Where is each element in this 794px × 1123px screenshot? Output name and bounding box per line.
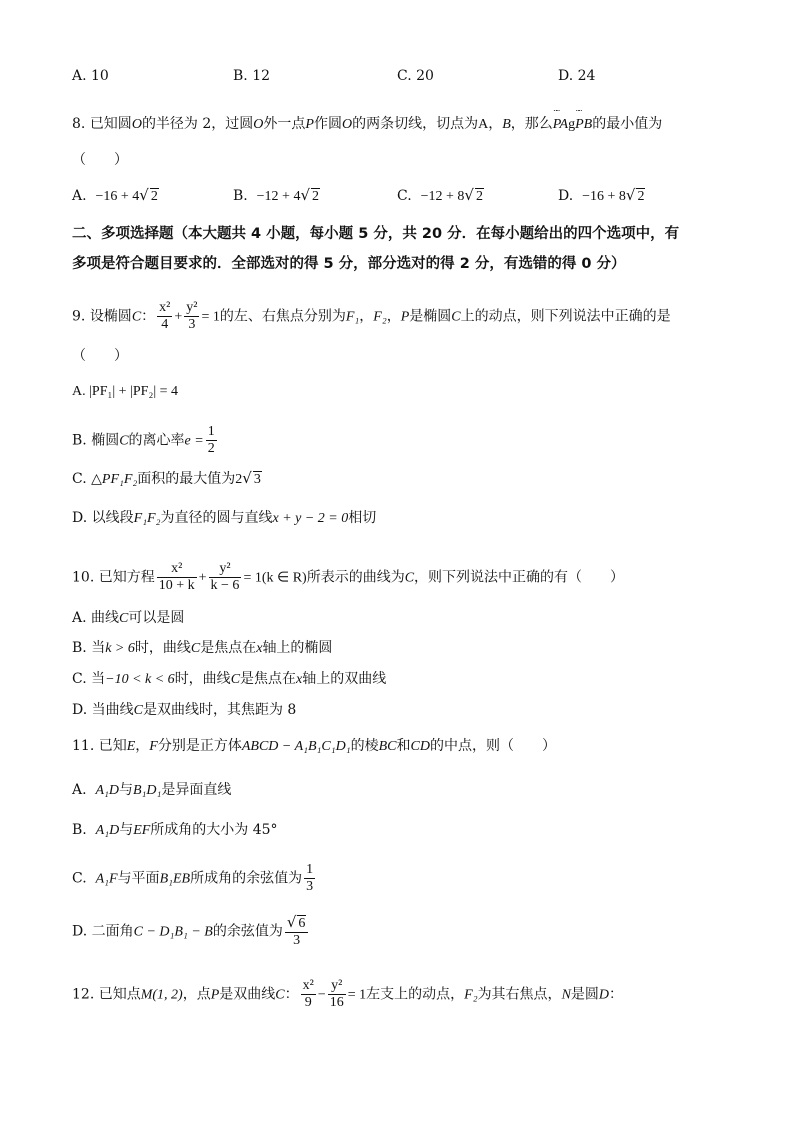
q9-text: 的左、右焦点分别为	[219, 308, 346, 325]
q9-text: 上的动点，则下列说法中正确的是	[460, 308, 671, 325]
q8-text: 作圆	[313, 116, 342, 132]
sqrt-arg: 2	[150, 189, 158, 204]
option-text: 与平面	[117, 870, 160, 887]
q12-var-c: C	[275, 987, 285, 1003]
q8-option-c	[397, 186, 484, 205]
option-text: 相切	[348, 510, 377, 526]
frac-den: 3	[306, 879, 314, 894]
sqrt-icon: √	[464, 186, 474, 204]
q8-option-a	[72, 186, 159, 205]
sqrt-icon: √	[286, 913, 297, 931]
q10-var-x: x	[256, 641, 263, 656]
option-text: A. 曲线	[72, 610, 120, 626]
frac-num: y²	[186, 300, 198, 315]
frac-den: 16	[329, 995, 344, 1010]
q10-var-c: C	[404, 570, 415, 586]
option-text: D. 二面角	[72, 923, 134, 940]
q9-line-eq: x + y − 2 = 0	[272, 511, 349, 526]
q12-point-m: M(1, 2)	[140, 987, 183, 1003]
q9-text: ：	[141, 308, 156, 325]
q11-option-a	[72, 780, 231, 801]
q10-op: +	[198, 570, 207, 586]
sqrt-arg: 3	[253, 472, 261, 487]
q11-line: A₁F	[95, 871, 118, 887]
q10-var-c: C	[190, 641, 201, 656]
q10-var-c: C	[133, 703, 143, 718]
q11-fraction-root6	[285, 914, 309, 949]
q9-fraction-y	[184, 300, 199, 333]
q7-option-a: A. 10	[72, 68, 109, 84]
frac-num: x²	[302, 978, 314, 993]
q11-edge-bc: BC	[378, 739, 397, 754]
sqrt-arg: 2	[312, 189, 320, 204]
frac-den: 3	[188, 317, 196, 332]
q10-option-b	[72, 638, 332, 659]
q11-option-b	[72, 820, 278, 841]
q9-var-f2: F₂	[373, 309, 387, 325]
frac-num: y²	[209, 561, 242, 578]
q8-text: 已知圆	[89, 116, 132, 132]
q8-vector-pb: ¨¨ PB	[575, 115, 592, 135]
q9-var-f1: F₁	[345, 309, 360, 325]
option-text: D. 当曲线	[72, 702, 134, 718]
frac-den: 3	[293, 933, 301, 948]
option-text: 是双曲线时，其焦距为 8	[142, 702, 297, 718]
q9-fraction-x	[157, 300, 172, 333]
option-expr: −12 + 8	[420, 189, 465, 204]
q10-var-c: C	[230, 672, 241, 687]
q11-text: 分别是正方体	[157, 738, 242, 754]
q9-number: 9.	[72, 308, 86, 325]
q9-option-d	[72, 508, 376, 529]
option-expr: −16 + 8	[582, 189, 626, 204]
option-text: 所成角的大小为 45°	[150, 822, 278, 838]
option-text: A.	[72, 782, 87, 798]
q8-text: ，那么	[510, 116, 553, 132]
q12-var-f2: F₂	[464, 987, 478, 1003]
q10-op: = 1(k ∈ R)	[243, 570, 307, 586]
option-text: B.	[72, 822, 87, 838]
q8-stem	[72, 114, 662, 135]
q12-text: ，点	[182, 986, 211, 1003]
q8-var-o: O	[131, 117, 142, 132]
q8-text: 的半径为 2，过圆	[141, 116, 254, 132]
option-text: D. 以线段	[72, 510, 134, 526]
frac-den: 10 + k	[158, 578, 195, 593]
option-text: B. 当	[72, 640, 106, 656]
frac-num: y²	[328, 978, 346, 995]
q8-vector-pa: ¨¨ PA	[553, 115, 568, 135]
q8-number: 8.	[72, 116, 86, 132]
frac-num: 1	[306, 862, 314, 877]
q10-condition: k > 6	[105, 641, 135, 656]
q9-triangle: PF₁F₂	[101, 472, 138, 487]
option-text: 的离心率	[128, 432, 185, 449]
q9-option-c	[72, 468, 262, 490]
q10-option-c	[72, 669, 386, 690]
q10-var-c: C	[119, 611, 129, 626]
q11-text: 的中点，则（ ）	[429, 738, 556, 754]
q12-text: ：	[284, 986, 299, 1003]
q12-var-d: D	[598, 987, 610, 1003]
option-text: 与	[119, 782, 133, 798]
option-text: B. 椭圆	[72, 432, 120, 449]
q12-fraction-y	[328, 978, 346, 1011]
sqrt-arg: 6	[298, 916, 306, 931]
q11-option-c	[72, 862, 317, 895]
q9-text: ，	[359, 308, 374, 325]
frac-num: x²	[157, 561, 197, 578]
q10-text: 已知方程	[98, 569, 155, 586]
q8-point-b: B	[502, 117, 511, 132]
q11-line: EF	[133, 823, 151, 838]
q11-var-e: E	[126, 739, 136, 754]
option-text: 时，曲线	[174, 671, 231, 687]
frac-num: x²	[159, 300, 171, 315]
frac-den: 4	[161, 317, 169, 332]
sqrt-icon: √	[242, 469, 252, 487]
option-text: 是焦点在	[240, 671, 297, 687]
q11-dihedral: C − D₁B₁ − B	[133, 924, 213, 940]
q9-var-c: C	[119, 433, 129, 449]
frac-num	[285, 914, 309, 933]
sqrt-icon: √	[625, 186, 636, 204]
option-text: 是异面直线	[161, 782, 232, 798]
q11-text: 和	[396, 738, 411, 754]
section-heading-line1: 二、多项选择题（本大题共 4 小题，每小题 5 分，共 20 分．在每小题给出的四个选项中，有	[72, 226, 680, 242]
option-text: 是焦点在	[200, 640, 257, 656]
q8-text: 的两条切线，切点为	[352, 116, 479, 132]
q11-cube: ABCD − A₁B₁C₁D₁	[241, 739, 351, 754]
q12-var-p: P	[210, 987, 220, 1003]
q8-point-a: A	[478, 117, 489, 132]
q9-segment: F₁F₂	[133, 511, 161, 526]
q11-line: A₁D	[95, 823, 120, 838]
q9-fraction-half	[206, 424, 217, 457]
q11-fraction-third	[304, 862, 315, 895]
option-text: 的余弦值为	[212, 923, 283, 940]
q9-op: +	[174, 309, 183, 325]
option-expr: −12 + 4	[256, 189, 301, 204]
q7-option-c: C. 20	[397, 68, 434, 84]
sqrt-icon: √	[139, 186, 149, 204]
q11-text: 已知	[98, 738, 127, 754]
q11-stem	[72, 736, 556, 757]
q10-fraction-x	[157, 561, 197, 594]
q7-option-d: D. 24	[558, 68, 596, 84]
q8-option-d	[558, 186, 645, 205]
q10-text: 所表示的曲线为	[306, 569, 405, 586]
option-text: 为直径的圆与直线	[160, 510, 273, 526]
q9-var-c: C	[131, 309, 142, 325]
frac-den: 2	[207, 441, 215, 456]
frac-num: 1	[207, 424, 215, 439]
q10-text: ，则下列说法中正确的有（ ）	[414, 569, 625, 586]
option-text: C.	[72, 870, 87, 887]
q11-text: ，	[135, 738, 150, 754]
q9-text: ，	[386, 308, 401, 325]
q8-option-b	[233, 186, 320, 205]
option-text: 所成角的余弦值为	[190, 870, 303, 887]
q9-option-b	[72, 424, 219, 457]
q12-text: 为其右焦点，	[477, 986, 562, 1003]
option-text: 时，曲线	[134, 640, 191, 656]
q9-answer-paren: （ ）	[72, 348, 128, 364]
option-label: B.	[233, 188, 248, 204]
q9-var-e: e =	[184, 433, 204, 449]
q9-var-p: P	[400, 309, 410, 325]
q11-line: A₁D	[95, 783, 119, 798]
frac-den: 9	[304, 995, 312, 1010]
q9-option-a: A. |PF₁| + |PF₂| = 4	[72, 384, 179, 399]
option-text: 面积的最大值为	[137, 471, 236, 487]
option-text: C. 当	[72, 671, 106, 687]
option-text: 轴上的椭圆	[262, 640, 333, 656]
q11-line: B₁D₁	[133, 783, 162, 798]
option-label: A.	[72, 188, 87, 204]
q11-plane: B₁EB	[159, 871, 191, 887]
q11-option-d	[72, 914, 310, 949]
q12-text: 是双曲线	[219, 986, 276, 1003]
q11-number: 11.	[72, 738, 95, 754]
q9-op: = 1	[201, 309, 220, 325]
q12-number: 12.	[72, 986, 95, 1003]
q12-stem	[72, 978, 623, 1011]
q9-text: 设椭圆	[89, 308, 132, 325]
q8-text: 外一点	[263, 116, 306, 132]
q12-fraction-x	[301, 978, 316, 1011]
q12-var-n: N	[561, 987, 571, 1003]
q11-edge-cd: CD	[410, 739, 430, 754]
q9-text: 是椭圆	[409, 308, 452, 325]
q12-op: = 1	[347, 987, 367, 1003]
q10-fraction-y	[209, 561, 242, 594]
q10-option-a	[72, 608, 184, 629]
option-label: C.	[397, 188, 412, 204]
q9-var-c: C	[451, 309, 461, 325]
option-text: 与	[119, 822, 134, 838]
option-expr: 2	[235, 472, 243, 487]
option-text: 可以是圆	[128, 610, 185, 626]
q10-stem	[72, 561, 624, 594]
q10-condition: −10 < k < 6	[105, 672, 175, 687]
q12-text: 已知点	[98, 986, 141, 1003]
option-label: D.	[558, 188, 574, 204]
q8-answer-paren: （ ）	[72, 152, 128, 168]
q8-var-p: P	[305, 117, 314, 132]
q10-var-x: x	[296, 672, 303, 687]
q10-option-d	[72, 700, 296, 721]
sqrt-arg: 2	[637, 189, 645, 204]
q8-var-o: O	[253, 117, 264, 132]
q7-option-b: B. 12	[233, 68, 271, 84]
q8-dot-glyph: g	[568, 117, 576, 132]
q11-var-f: F	[149, 739, 158, 754]
q11-text: 的棱	[350, 738, 379, 754]
q10-number: 10.	[72, 569, 95, 586]
q12-text: 左支上的动点，	[366, 986, 465, 1003]
q12-text: ：	[609, 986, 624, 1003]
frac-den: k − 6	[210, 578, 240, 593]
option-text: C. △	[72, 471, 102, 487]
q8-text: ，	[488, 116, 503, 132]
option-expr: −16 + 4	[95, 189, 140, 204]
section-heading-line2: 多项是符合题目要求的．全部选对的得 5 分，部分选对的得 2 分，有选错的得 0 分）	[72, 256, 626, 272]
q12-text: 是圆	[570, 986, 599, 1003]
q8-var-o: O	[341, 117, 353, 132]
q12-op: −	[317, 987, 326, 1003]
sqrt-icon: √	[300, 186, 311, 204]
option-text: 轴上的双曲线	[302, 671, 387, 687]
q8-text: 的最小值为	[592, 116, 663, 132]
q9-stem	[72, 300, 671, 333]
sqrt-arg: 2	[475, 189, 483, 204]
